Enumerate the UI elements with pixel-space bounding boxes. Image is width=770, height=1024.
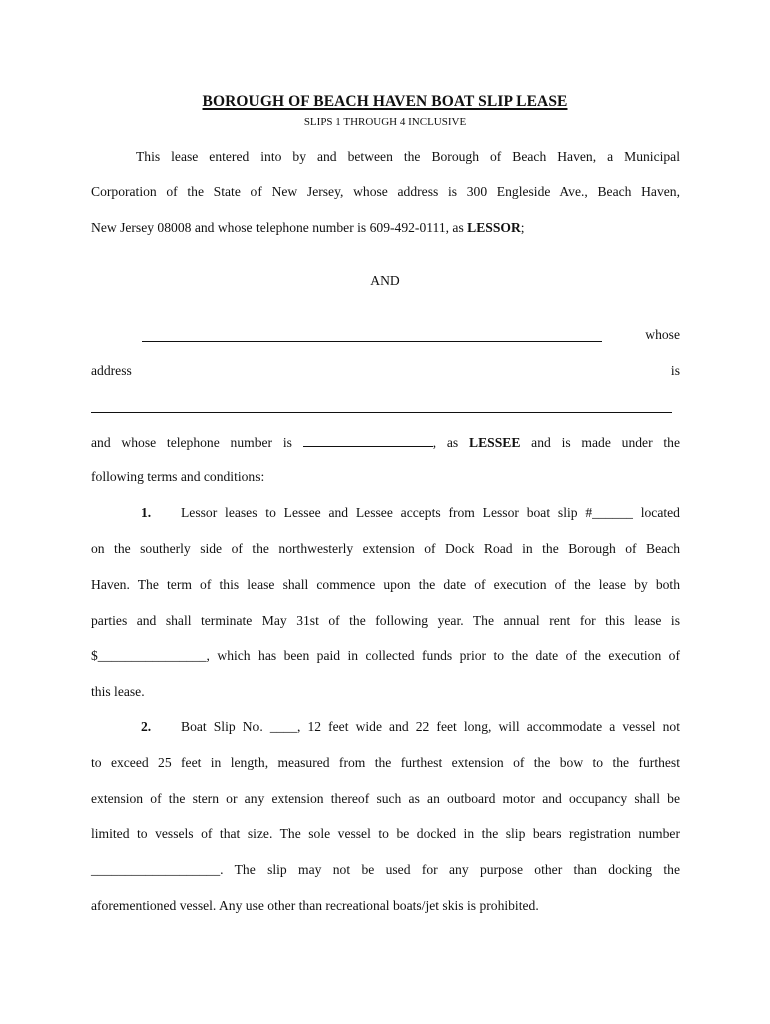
clause-2-line-4: limited to vessels of that size. The sole vessel to be docked in the slip bears registration number: [91, 826, 680, 841]
is-label: is: [670, 363, 680, 378]
clause-2-line-1: 2. Boat Slip No. ____, 12 feet wide and 22 feet long, will accommodate a vessel not: [141, 719, 681, 734]
clause-1-line-6: this lease.: [91, 684, 145, 699]
intro-line-2: Corporation of the State of New Jersey, whose address is 300 Engleside Ave., Beach Haven,: [91, 184, 680, 199]
clause-2-line-5: ___________________. The slip may not be used for any purpose other than docking the: [91, 862, 680, 877]
lessee-phone-line: and whose telephone number is , as LESSEE and is made under the: [91, 435, 680, 450]
clause-2-line-2: to exceed 25 feet in length, measured from the furthest extension of the bow to the furthest: [91, 755, 680, 770]
clause-1-line-2: on the southerly side of the northwesterly extension of Dock Road in the Borough of Beach: [91, 541, 680, 556]
clause-2-line-6: aforementioned vessel. Any use other than recreational boats/jet skis is prohibited.: [91, 898, 539, 913]
clause-2-number: 2.: [141, 719, 152, 734]
document-title: BOROUGH OF BEACH HAVEN BOAT SLIP LEASE: [202, 93, 568, 110]
address-label: address: [91, 363, 132, 378]
clause-2-line-3: extension of the stern or any extension thereof such as an outboard motor and occupancy shall be: [91, 791, 680, 806]
registration-number-blank[interactable]: ___________________: [91, 862, 221, 877]
lessee-label: LESSEE: [469, 435, 521, 450]
lessee-address-blank[interactable]: [91, 412, 672, 413]
terms-line: following terms and conditions:: [91, 469, 265, 484]
clause-1-line-1: 1. Lessor leases to Lessee and Lessee accepts from Lessor boat slip #______ located: [141, 505, 680, 520]
whose-label: whose: [645, 327, 680, 342]
clause-1-line-5: $________________, which has been paid in collected funds prior to the date of the execution of: [91, 648, 680, 663]
intro-line-1: This lease entered into by and between the Borough of Beach Haven, a Municipal: [136, 149, 680, 164]
clause-1-number: 1.: [141, 505, 152, 520]
lessee-phone-blank[interactable]: [303, 434, 433, 447]
boat-slip-number-blank[interactable]: ____: [269, 719, 297, 734]
lessor-label: LESSOR: [467, 220, 521, 235]
document-subtitle: SLIPS 1 THROUGH 4 INCLUSIVE: [303, 116, 467, 128]
clause-1-line-4: parties and shall terminate May 31st of the following year. The annual rent for this lease is: [91, 613, 680, 628]
slip-number-blank[interactable]: ______: [592, 505, 633, 520]
clause-1-line-3: Haven. The term of this lease shall commence upon the date of execution of the lease by both: [91, 577, 680, 592]
intro-line-3: New Jersey 08008 and whose telephone number is 609-492-0111, as LESSOR;: [91, 220, 525, 235]
lessee-name-blank[interactable]: [142, 341, 602, 342]
rent-amount-blank[interactable]: ________________: [97, 648, 207, 663]
and-label: AND: [370, 273, 400, 288]
